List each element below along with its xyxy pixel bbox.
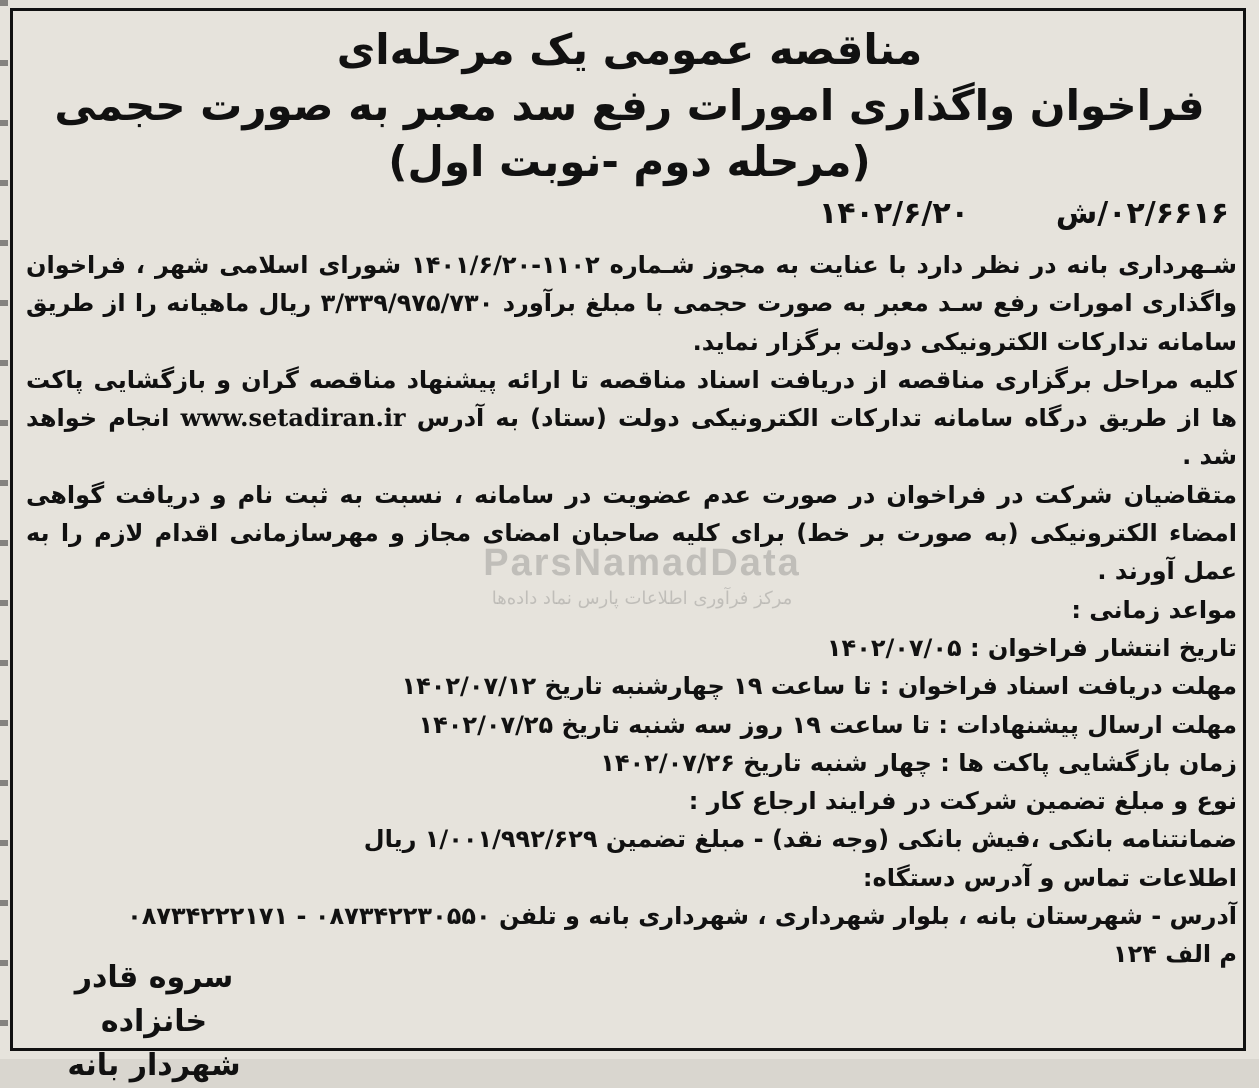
procedure-paragraph — [26, 361, 1237, 476]
procedure-text-a: کلیه مراحل برگزاری مناقصه از دریافت اسناد مناقصه تا ارائه پیشنهاد مناقصه گران و بازگشایی پاکت ها از طریق درگاه سامانه تدارکات الکترونیکی دولت (ستاد) به آدرس — [26, 365, 1237, 433]
procedure-text-b: انجام خواهد شد . — [26, 404, 1237, 471]
contact-heading: اطلاعات تماس و آدرس دستگاه: — [862, 863, 1237, 892]
scan-edge-marks — [0, 0, 8, 1059]
title-line-1: مناقصه عمومی یک مرحله‌ای — [336, 25, 923, 74]
intro-paragraph: شـهرداری بانه در نظر دارد با عنایت به مجوز شـماره ۱۱۰۲-۱۴۰۱/۶/۲۰ شورای اسلامی شهر ، فراخوان واگذاری امورات رفع سـد معبر به صورت حجمی با مبلغ برآورد ۳/۳۳۹/۹۷۵/۷۳۰ ریال ماهیانه را از طریق سامانه تدارکات الکترونیکی دولت برگزار نماید. — [26, 251, 1237, 356]
signature-block — [34, 956, 274, 1088]
schedule-heading: مواعد زمانی : — [1071, 595, 1237, 624]
announcement-body — [26, 246, 1237, 974]
guarantee-heading: نوع و مبلغ تضمین شرکت در فرایند ارجاع کار : — [688, 787, 1237, 816]
reference-line — [40, 196, 1229, 236]
setad-url-link[interactable]: www.setadiran.ir — [180, 403, 406, 433]
reference-number: ۰۲/۶۶۱۶/ش — [1055, 196, 1229, 231]
title-line-3: (مرحله دوم -نوبت اول) — [388, 137, 871, 186]
signer-name: سروه قادر خانزاده — [74, 960, 234, 1039]
bids-deadline: مهلت ارسال پیشنهادات : تا ساعت ۱۹ روز سه شنبه تاریخ ۱۴۰۲/۰۷/۲۵ — [418, 710, 1237, 739]
watermark-tagline: مرکز فرآوری اطلاعات پارس نماد داده‌ها — [491, 588, 793, 609]
guarantee-details: ضمانتنامه بانکی ،فیش بانکی (وجه نقد) - مبلغ تضمین ۱/۰۰۱/۹۹۲/۶۲۹ ریال — [363, 825, 1237, 854]
opening-date: زمان بازگشایی پاکت ها : چهار شنبه تاریخ ۱۴۰۲/۰۷/۲۶ — [600, 748, 1237, 777]
reference-date: ۱۴۰۲/۶/۲۰ — [818, 196, 969, 231]
announcement-titles — [30, 22, 1229, 190]
ad-code: م الف ۱۲۴ — [1112, 940, 1237, 969]
signer-role: شهردار بانه — [67, 1048, 241, 1083]
address-line: آدرس - شهرستان بانه ، بلوار شهرداری ، شهرداری بانه و تلفن ۰۸۷۳۴۲۲۳۰۵۵۰ - ۰۸۷۳۴۲۲۲۱۷۱ — [127, 902, 1237, 931]
watermark-brand: ParsNamadData — [483, 542, 801, 584]
publish-date: تاریخ انتشار فراخوان : ۱۴۰۲/۰۷/۰۵ — [826, 633, 1237, 662]
documents-deadline: مهلت دریافت اسناد فراخوان : تا ساعت ۱۹ چهارشنبه تاریخ ۱۴۰۲/۰۷/۱۲ — [401, 672, 1237, 701]
registration-paragraph: متقاضیان شرکت در فراخوان در صورت عدم عضویت در سامانه ، نسبت به ثبت نام و دریافت گواهی امضاء الکترونیکی (به صورت بر خط) برای کلیه صاحبان امضای مجاز و مهرسازمانی اقدام لازم را به عمل آورند . — [26, 480, 1237, 586]
title-line-2: فراخوان واگذاری امورات رفع سد معبر به صورت حجمی — [54, 81, 1205, 130]
